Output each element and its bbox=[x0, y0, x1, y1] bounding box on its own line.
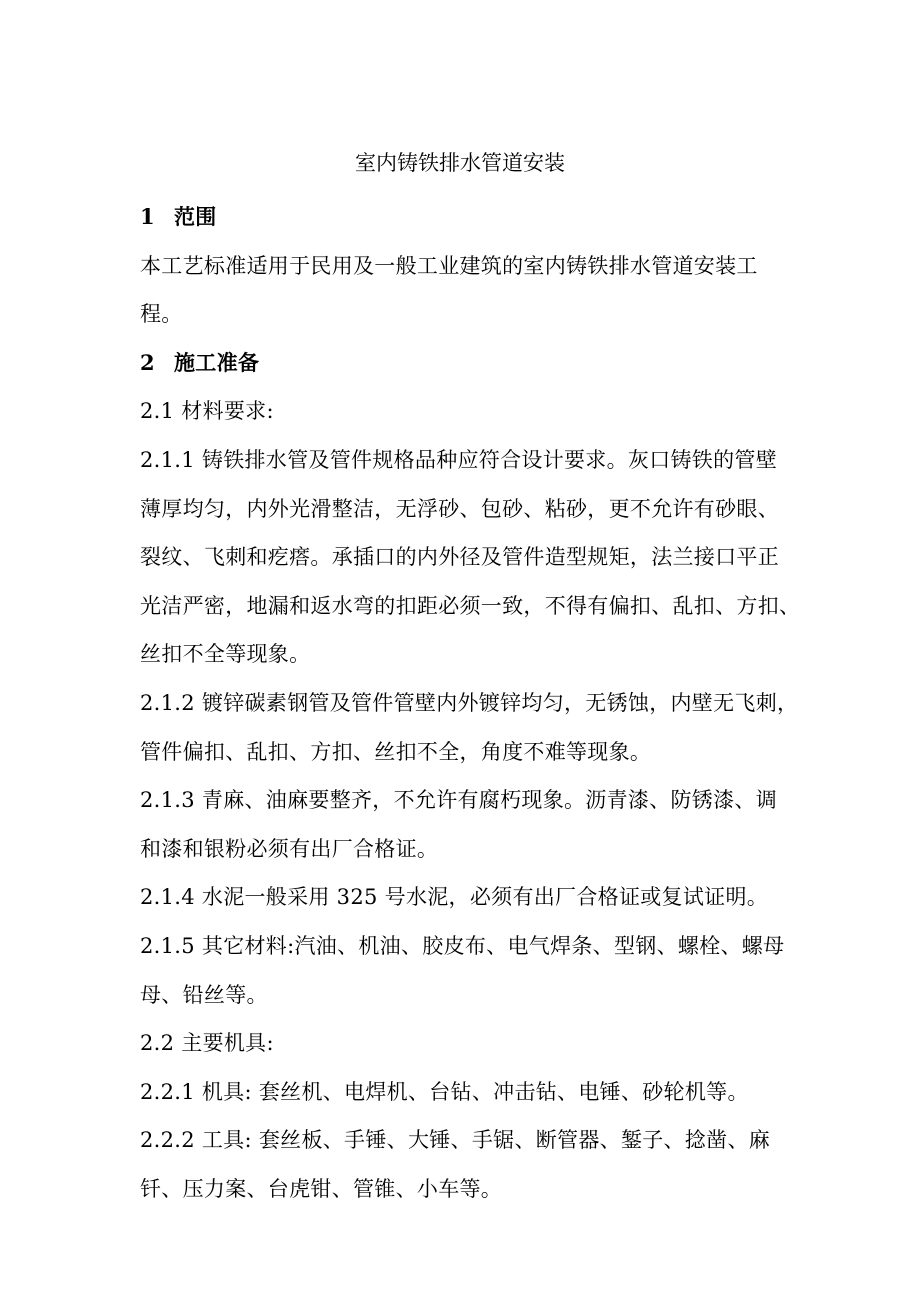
paragraph-line: 和漆和银粉必须有出厂合格证。 bbox=[140, 836, 439, 861]
paragraph-line: 钎、压力案、台虎钳、管锥、小车等。 bbox=[140, 1176, 503, 1201]
paragraph-line: 程。 bbox=[140, 302, 183, 327]
paragraph-line: 2.1.3 青麻、油麻要整齐，不允许有腐朽现象。沥青漆、防锈漆、调 bbox=[140, 788, 778, 813]
paragraph-line: 光洁严密，地漏和返水弯的扣距必须一致，不得有偏扣、乱扣、方扣、 bbox=[140, 593, 801, 618]
paragraph-line: 裂纹、飞刺和疙瘩。承插口的内外径及管件造型规矩，法兰接口平正 bbox=[140, 545, 779, 570]
paragraph-line: 2.1.4 水泥一般采用 325 号水泥，必须有出厂合格证或复试证明。 bbox=[140, 885, 769, 910]
section-number: 2 bbox=[140, 349, 155, 375]
subsection-heading: 2.2 主要机具: bbox=[140, 1031, 274, 1056]
document-title: 室内铸铁排水管道安装 bbox=[355, 151, 565, 175]
paragraph-line: 丝扣不全等现象。 bbox=[140, 642, 311, 667]
paragraph-line: 2.2.1 机具: 套丝机、电焊机、台钻、冲击钻、电锤、砂轮机等。 bbox=[140, 1079, 749, 1104]
paragraph-line: 2.1.1 铸铁排水管及管件规格品种应符合设计要求。灰口铸铁的管壁 bbox=[140, 447, 778, 472]
section-label: 范围 bbox=[174, 204, 217, 229]
section-label: 施工准备 bbox=[174, 349, 260, 375]
paragraph-line: 2.2.2 工具: 套丝板、手锤、大锤、手锯、断管器、錾子、捻凿、麻 bbox=[140, 1128, 771, 1153]
section-number: 1 bbox=[140, 204, 155, 229]
paragraph-line: 2.1.5 其它材料:汽油、机油、胶皮布、电气焊条、型钢、螺栓、螺母 bbox=[140, 933, 785, 958]
paragraph-line: 薄厚均匀，内外光滑整洁，无浮砂、包砂、粘砂，更不允许有砂眼、 bbox=[140, 496, 779, 521]
document-body bbox=[140, 193, 801, 1213]
paragraph-line: 本工艺标准适用于民用及一般工业建筑的室内铸铁排水管道安装工 bbox=[140, 253, 758, 278]
paragraph-line: 母、铅丝等。 bbox=[140, 982, 268, 1007]
subsection-heading: 2.1 材料要求: bbox=[140, 399, 274, 424]
section-heading-scope bbox=[140, 193, 790, 242]
section-heading-preparation bbox=[140, 339, 790, 388]
paragraph-line: 2.1.2 镀锌碳素钢管及管件管壁内外镀锌均匀，无锈蚀，内壁无飞刺， bbox=[140, 690, 799, 715]
paragraph-line: 管件偏扣、乱扣、方扣、丝扣不全，角度不难等现象。 bbox=[140, 739, 652, 764]
